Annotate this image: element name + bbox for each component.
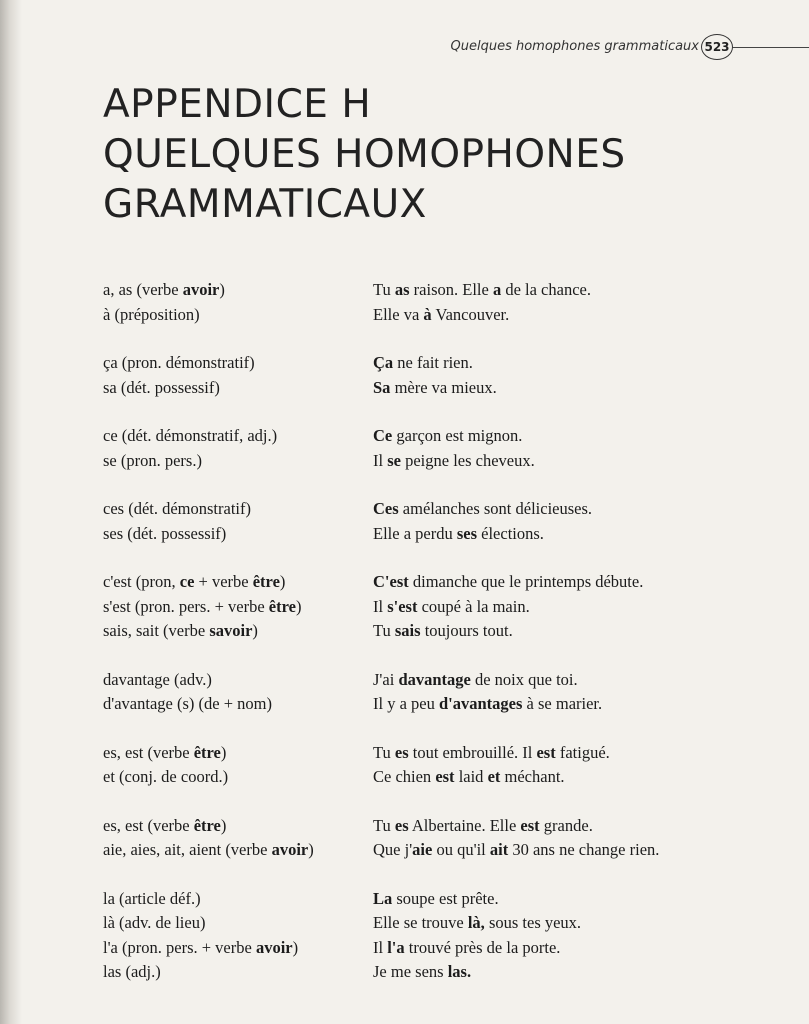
running-header [0,34,809,64]
homophone-term: ce (dét. démonstratif, adj.) [103,426,278,446]
homophone-term: c'est (pron, ce + verbe être) [103,572,286,592]
example-sentence: Ce garçon est mignon. [373,426,523,446]
homophone-term: sa (dét. possessif) [103,377,220,397]
homophone-row [103,351,783,376]
homophone-term: là (adv. de lieu) [103,913,206,933]
homophone-term: l'a (pron. pers. + verbe avoir) [103,937,299,957]
homophone-term: sais, sait (verbe savoir) [103,621,258,641]
example-sentence: Je me sens las. [373,962,472,982]
homophone-row [103,570,783,595]
homophone-group [103,570,783,644]
example-sentence: Sa mère va mieux. [373,377,497,397]
homophone-row [103,376,783,401]
homophone-term: ça (pron. démonstratif) [103,353,255,373]
homophone-term: la (article déf.) [103,888,201,908]
example-sentence: Ce chien est laid et méchant. [373,767,565,787]
title-line: QUELQUES HOMOPHONES [103,132,626,177]
homophone-group [103,887,783,985]
homophone-group [103,351,783,400]
example-sentence: Ça ne fait rien. [373,353,473,373]
homophone-row [103,741,783,766]
homophone-row [103,960,783,985]
homophone-row [103,838,783,863]
homophone-term: es, est (verbe être) [103,815,227,835]
homophone-term: à (préposition) [103,304,200,324]
homophone-row [103,595,783,620]
homophone-term: es, est (verbe être) [103,742,227,762]
example-sentence: Il s'est coupé à la main. [373,596,530,616]
example-sentence: Elle va à Vancouver. [373,304,510,324]
homophone-list [103,278,783,1009]
homophone-term: aie, aies, ait, aient (verbe avoir) [103,840,314,860]
homophone-group [103,668,783,717]
example-sentence: Tu as raison. Elle a de la chance. [373,280,591,300]
example-sentence: Que j'aie ou qu'il ait 30 ans ne change rien. [373,840,660,860]
homophone-row [103,765,783,790]
example-sentence: Tu es Albertaine. Elle est grande. [373,815,593,835]
homophone-term: ces (dét. démonstratif) [103,499,251,519]
homophone-group [103,278,783,327]
example-sentence: Il y a peu d'avantages à se marier. [373,694,603,714]
page-number: 523 [701,34,733,60]
example-sentence: Elle se trouve là, sous tes yeux. [373,913,582,933]
example-sentence: Tu sais toujours tout. [373,621,513,641]
homophone-row [103,424,783,449]
homophone-row [103,497,783,522]
example-sentence: C'est dimanche que le printemps débute. [373,572,644,592]
homophone-row [103,814,783,839]
example-sentence: Il l'a trouvé près de la porte. [373,937,561,957]
homophone-term: a, as (verbe avoir) [103,280,225,300]
example-sentence: Tu es tout embrouillé. Il est fatigué. [373,742,610,762]
example-sentence: Il se peigne les cheveux. [373,450,535,470]
homophone-row [103,692,783,717]
homophone-term: et (conj. de coord.) [103,767,229,787]
homophone-term: se (pron. pers.) [103,450,202,470]
homophone-term: ses (dét. possessif) [103,523,227,543]
homophone-row [103,522,783,547]
homophone-row [103,887,783,912]
example-sentence: J'ai davantage de noix que toi. [373,669,578,689]
homophone-row [103,278,783,303]
title-line: APPENDICE H [103,82,372,127]
homophone-row [103,619,783,644]
homophone-row [103,449,783,474]
header-rule [731,47,809,48]
homophone-row [103,936,783,961]
page-title [103,80,626,230]
homophone-row [103,303,783,328]
homophone-term: d'avantage (s) (de + nom) [103,694,272,714]
homophone-group [103,814,783,863]
running-title: Quelques homophones grammaticaux [450,39,699,54]
title-line: GRAMMATICAUX [103,182,427,227]
homophone-group [103,497,783,546]
homophone-term: s'est (pron. pers. + verbe être) [103,596,302,616]
homophone-term: davantage (adv.) [103,669,212,689]
example-sentence: La soupe est prête. [373,888,499,908]
homophone-group [103,741,783,790]
homophone-group [103,424,783,473]
page-spine-shadow [0,0,22,1024]
homophone-term: las (adj.) [103,962,161,982]
example-sentence: Ces amélanches sont délicieuses. [373,499,593,519]
homophone-row [103,668,783,693]
homophone-row [103,911,783,936]
example-sentence: Elle a perdu ses élections. [373,523,544,543]
